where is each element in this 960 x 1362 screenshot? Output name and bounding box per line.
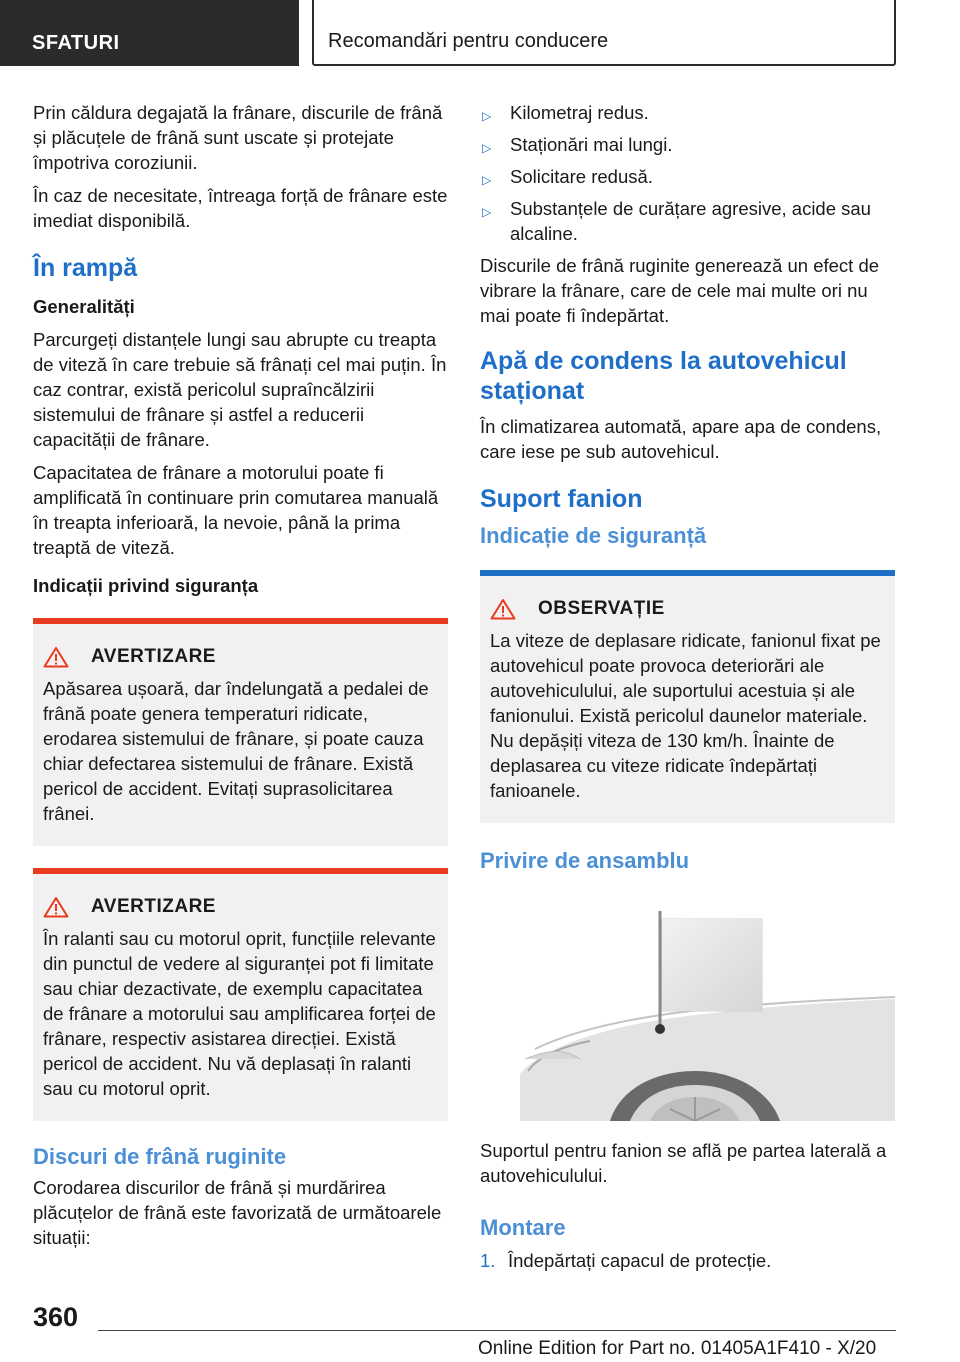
warning-title-text-1: AVERTIZARE xyxy=(91,646,216,667)
general-heading: Generalități xyxy=(33,296,135,317)
header-section xyxy=(0,0,299,66)
list-item xyxy=(480,164,895,189)
note-text: La viteze de deplasare ridicate, fanionul fixat pe autovehicul poate provoca deteriorări ale autovehiculului, ale suportului acestuia și ale fanionului. Există pericolul daunelor materiale. Nu depășiți viteza de 130 km/h. Înainte de deplasarea cu viteze ridicate îndepărtați fanioanele. xyxy=(490,630,881,801)
warning-triangle-icon xyxy=(490,598,516,620)
flag-heading: Suport fanion xyxy=(480,485,643,513)
ramp-heading: În rampă xyxy=(33,254,138,282)
general-paragraph-1: Parcurgeți distanțele lungi sau abrupte cu treapta de viteză în care trebuie să frânați cel mai puțin. În caz contrar, există pericolul supraîncălzirii sistemului de frânare și astfel a reducerii capacității de frânare. xyxy=(33,329,447,450)
step-text: Îndepărtați capacul de protecție. xyxy=(508,1250,772,1271)
mount-heading: Montare xyxy=(480,1215,566,1240)
header-section-label: SFATURI xyxy=(32,32,120,54)
list-item xyxy=(480,196,895,246)
page-number: 360 xyxy=(33,1302,79,1332)
note-title-text: OBSERVAȚIE xyxy=(538,598,665,619)
footer-edition: Online Edition for Part no. 01405A1F410 - X/20 xyxy=(478,1338,877,1359)
triangle-bullet-icon: ▷ xyxy=(482,173,492,187)
note-title xyxy=(490,598,883,620)
list-item xyxy=(480,132,895,157)
list-item-text: Kilometraj redus. xyxy=(510,102,649,123)
right-column xyxy=(480,100,895,1273)
warning-title-text-2: AVERTIZARE xyxy=(91,896,216,917)
rust-heading: Discuri de frână ruginite xyxy=(33,1144,287,1169)
header-chapter xyxy=(312,0,896,66)
intro-paragraph-2: În caz de necesitate, întreaga forță de frânare este imediat disponibilă. xyxy=(33,185,448,231)
warning-title-1 xyxy=(43,646,438,668)
intro-paragraph-1: Prin căldura degajată la frânare, discurile de frână și plăcuțele de frână sunt uscate și protejate împotriva coroziunii. xyxy=(33,102,443,173)
triangle-bullet-icon: ▷ xyxy=(482,141,492,155)
list-item-text: Solicitare redusă. xyxy=(510,166,653,187)
list-item-text: Substanțele de curățare agresive, acide sau alcaline. xyxy=(510,198,871,244)
list-item xyxy=(480,1248,895,1273)
warning-box-1 xyxy=(33,618,448,846)
warning-title-2 xyxy=(43,896,438,918)
list-item-text: Staționări mai lungi. xyxy=(510,134,673,155)
list-item xyxy=(480,100,895,125)
warning-text-2: În ralanti sau cu motorul oprit, funcțiile relevante din punctul de vedere al siguranței pot fi limitate sau chiar dezactivate, de exemplu capacitatea de frânare a motorului sau amplificarea forței de frânare, respectiv asistarea direcției. Există pericol de accident. Nu vă deplasați în ralanti sau cu motorul oprit. xyxy=(43,928,436,1099)
footer-divider xyxy=(98,1330,896,1331)
flag-holder-illustration xyxy=(480,899,895,1121)
overview-heading: Privire de ansamblu xyxy=(480,848,690,873)
warning-triangle-icon xyxy=(43,646,69,668)
rust-paragraph-1: Corodarea discurilor de frână și murdărirea plăcuțelor de frână este favorizată de următoarele situații: xyxy=(33,1177,442,1248)
triangle-bullet-icon: ▷ xyxy=(482,205,492,219)
general-paragraph-2: Capacitatea de frânare a motorului poate fi amplificată în continuare prin comutarea manuală în treapta inferioară, la nevoie, până la prima treaptă de viteză. xyxy=(33,462,439,558)
flag-safety-heading: Indicație de siguranță xyxy=(480,523,707,548)
rust-paragraph-2: Discurile de frână ruginite generează un efect de vibrare la frânare, care de cele mai multe ori nu mai poate fi îndepărtat. xyxy=(480,255,880,326)
warning-box-2 xyxy=(33,868,448,1121)
warning-text-1: Apăsarea ușoară, dar îndelungată a pedalei de frână poate genera temperaturi ridicate, erodarea sistemului de frânare, și poate cauza chiar defectarea sistemului de frânare. Există pericol de accident. Evitați suprasolicitarea frânei. xyxy=(43,678,429,824)
note-box xyxy=(480,570,895,823)
left-column xyxy=(33,100,448,1258)
condens-heading: Apă de condens la autovehicul staționat xyxy=(480,347,847,405)
step-number: 1. xyxy=(480,1250,496,1271)
condens-paragraph: În climatizarea automată, apare apa de condens, care iese pe sub autovehicul. xyxy=(480,416,882,462)
safety-heading: Indicații privind siguranța xyxy=(33,575,259,596)
overview-paragraph: Suportul pentru fanion se află pe partea laterală a autovehiculului. xyxy=(480,1140,887,1186)
rust-causes-list xyxy=(480,100,895,246)
triangle-bullet-icon: ▷ xyxy=(482,109,492,123)
mount-steps xyxy=(480,1248,895,1273)
warning-triangle-icon xyxy=(43,896,69,918)
header-chapter-label: Recomandări pentru conducere xyxy=(328,30,609,52)
